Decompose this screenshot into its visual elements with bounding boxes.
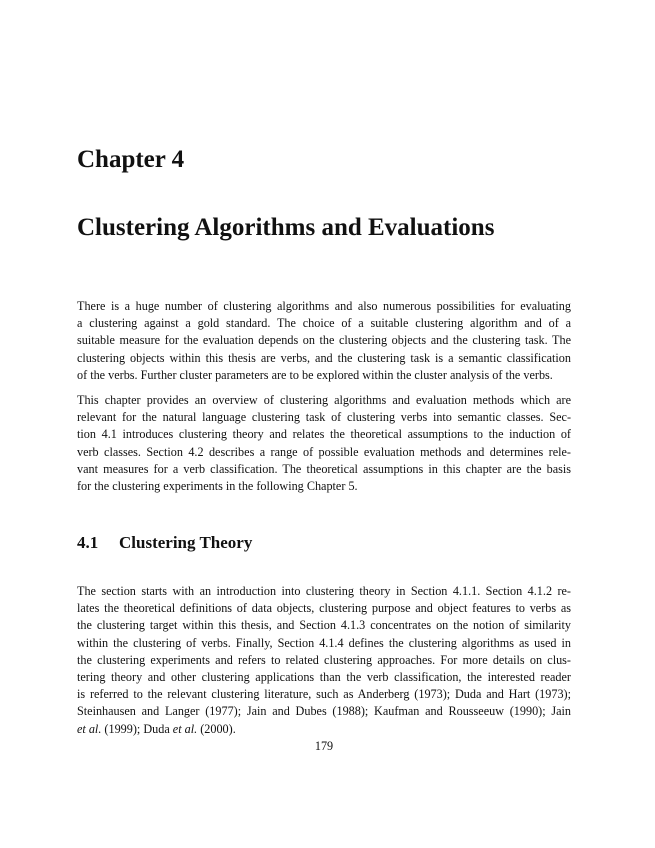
text-line: the clustering target within this thesis, and Section 4.1.3 concentrates on the notion of similarity <box>77 618 571 633</box>
text-line: clustering objects within this thesis are verbs, and the clustering task is a semantic classification <box>77 350 571 365</box>
text-line: tion 4.1 introduces clustering theory and relates the theoretical assumptions to the induction of <box>77 427 571 442</box>
italic-et-al: et al. <box>77 721 102 736</box>
text-line: There is a huge number of clustering algorithms and also numerous possibilities for evaluating <box>77 299 571 313</box>
citation-text: (2000). <box>197 721 236 736</box>
chapter-label: Chapter 4 <box>77 146 185 173</box>
section-heading <box>77 533 252 553</box>
italic-et-al: et al. <box>172 721 198 736</box>
text-line: The section starts with an introduction into clustering theory in Section 4.1.1. Section 4.1.2 re- <box>77 584 571 598</box>
text-line: vant measures for a verb classification. The theoretical assumptions in this chapter are the basis <box>77 461 571 476</box>
section-number: 4.1 <box>77 533 99 552</box>
intro-paragraph-1 <box>77 298 571 384</box>
text-line: a clustering against a gold standard. The choice of a suitable clustering algorithm and of a <box>77 316 571 331</box>
citation-text: (1999); Duda <box>101 721 173 736</box>
chapter-title: Clustering Algorithms and Evaluations <box>77 214 495 241</box>
text-line: relevant for the natural language clustering task of clustering verbs into semantic classes. Sec- <box>77 410 571 425</box>
text-line: is referred to the relevant clustering literature, such as Anderberg (1973); Duda and Hart (1973); <box>77 687 571 702</box>
text-line: the clustering experiments and refers to related clustering approaches. For more details on clus- <box>77 652 571 667</box>
intro-paragraph-2 <box>77 392 571 495</box>
text-line: verb classes. Section 4.2 describes a range of possible evaluation methods and determines rele- <box>77 444 571 459</box>
text-line: within the clustering of verbs. Finally, Section 4.1.4 defines the clustering algorithms as used in <box>77 635 571 650</box>
text-line: tering theory and other clustering applications than the verb classification, the interested reader <box>77 670 571 685</box>
page-number: 179 <box>314 739 334 753</box>
section-title: Clustering Theory <box>119 533 253 552</box>
text-line-citation <box>77 721 571 738</box>
text-line: lates the theoretical definitions of data objects, clustering purpose and object features to verbs as <box>77 601 571 616</box>
text-line: for the clustering experiments in the following Chapter 5. <box>77 479 358 494</box>
section-paragraph <box>77 583 571 738</box>
text-line: This chapter provides an overview of clustering algorithms and evaluation methods which are <box>77 393 571 407</box>
text-line: suitable measure for the evaluation depends on the clustering objects and the clustering task. The <box>77 333 571 348</box>
text-line: of the verbs. Further cluster parameters are to be explored within the cluster analysis of the verbs. <box>77 367 553 382</box>
text-line: Steinhausen and Langer (1977); Jain and Dubes (1988); Kaufman and Rousseeuw (1990); Jain <box>77 704 571 719</box>
